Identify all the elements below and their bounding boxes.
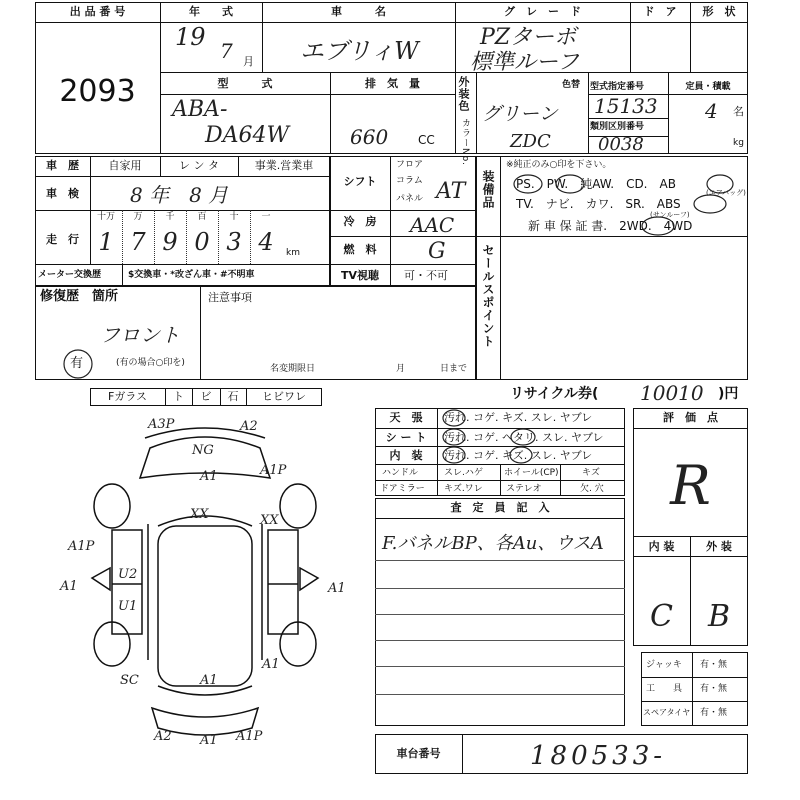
name-change-month: 月	[396, 364, 406, 374]
stereo-label: ステレオ	[506, 484, 542, 494]
damage-mark: A1	[262, 657, 280, 672]
name-change-label: 名変期限日	[270, 364, 316, 374]
handle-label: ハンドル	[382, 468, 419, 478]
circle-mark	[510, 447, 532, 463]
mileage-digit: 0	[194, 228, 210, 256]
exterior-score-value: B	[707, 599, 731, 634]
repair-value: フロント	[100, 323, 180, 347]
grade-line1: PZターボ	[480, 25, 577, 50]
damage-mark: A1	[328, 581, 346, 596]
damage-mark: A1	[200, 469, 218, 484]
circle-mark	[443, 410, 465, 426]
tools-option: 有・無	[700, 684, 728, 694]
displacement-value: 660	[350, 125, 389, 149]
meter-flags: $交換車・*改ざん車・#不明車	[128, 270, 255, 280]
digit-label: 一	[261, 212, 271, 222]
equipment-line1: PS. PW. 純AW. CD. AB	[516, 177, 676, 191]
equipment-circles	[476, 156, 748, 236]
capacity-label: 定員・積載	[685, 82, 731, 92]
interior-circles	[437, 408, 625, 468]
mirror-left	[92, 568, 110, 590]
interior-row-label: シ ー ト	[385, 431, 427, 444]
glass-opt-1: ト	[173, 390, 184, 403]
shift-column: コラム	[396, 176, 423, 186]
glass-opt-2: ビ	[200, 390, 212, 403]
digit-label: 十万	[96, 212, 115, 222]
model-line1: ABA-	[172, 97, 228, 122]
damage-mark: A1P	[260, 463, 287, 478]
circle-mark	[443, 447, 465, 463]
spare-option: 有・無	[700, 708, 728, 718]
equipment-note: ※純正のみ○印を下さい。	[506, 160, 612, 170]
interior-row-label: 内 装	[389, 449, 423, 462]
circle-mark	[556, 175, 584, 193]
inspector-comment: F.バネルBP、各Au、ウスA	[382, 533, 604, 554]
inspector-label: 査 定 員 記 入	[450, 501, 550, 514]
grade-label: グ レ ー ド	[504, 5, 581, 18]
damage-mark: A3P	[148, 417, 175, 432]
sr-note: (サンルーフ)	[650, 211, 690, 219]
mileage-digit: 9	[162, 228, 178, 256]
tv-label: TV視聴	[340, 269, 380, 282]
type-spec-value: 15133	[594, 94, 658, 118]
score-label: 評 価 点	[663, 411, 718, 424]
fuel-label: 燃 料	[343, 243, 377, 256]
score-value: R	[670, 454, 711, 517]
shift-panel: パネル	[396, 194, 424, 204]
color-code: ZDC	[510, 131, 551, 152]
damage-mark: A2	[154, 729, 172, 744]
shift-floor: フロア	[396, 160, 424, 170]
type-spec-label: 型式指定番号	[590, 82, 645, 92]
glass-label: Fガラス	[108, 390, 147, 403]
circle-mark	[514, 175, 542, 193]
damage-mark: A1	[200, 673, 218, 688]
digit-label: 千	[165, 212, 175, 222]
glass-opt-3: 石	[227, 390, 239, 403]
wheel-front-right	[280, 484, 316, 528]
month-unit: 月	[243, 55, 254, 68]
ac-value: AAC	[410, 213, 455, 237]
interior-row-options: 汚れ. コゲ. キズ. スレ. ヤブレ	[444, 411, 593, 424]
rental-label: レ ン タ	[179, 159, 219, 172]
repair-has-label: 有	[70, 356, 84, 371]
lot-no-label: 出 品 番 号	[69, 5, 126, 18]
car-roof	[158, 526, 252, 686]
meter-label: メーター交換歴	[38, 270, 102, 280]
digit-label: 百	[197, 212, 207, 222]
year-label: 年 式	[189, 5, 233, 18]
shape-label: 形 状	[702, 5, 736, 18]
repair-has-circle	[60, 346, 96, 382]
tv-options: 可・不可	[404, 269, 448, 282]
interior-score-label: 内 装	[648, 540, 675, 553]
mileage-digit: 3	[226, 228, 242, 256]
recycle-unit: )円	[718, 386, 739, 402]
repair-title: 修復歴 箇所	[40, 289, 119, 304]
inspection-value: 8 年 8 月	[130, 183, 229, 207]
damage-mark-layer	[59, 417, 346, 748]
capacity-unit: 名	[733, 105, 744, 118]
damage-mark: A2	[240, 419, 258, 434]
private-label: 自家用	[108, 159, 142, 172]
class-label: 類別区別番号	[590, 122, 645, 132]
interior-row-options: 汚れ. コゲ. キズ. スレ. ヤブレ	[444, 449, 593, 462]
mileage-digit: 4	[258, 228, 274, 256]
digit-label: 万	[133, 212, 143, 222]
handle-opts: スレ.ハゲ	[444, 468, 483, 478]
exterior-label: 外装色	[457, 76, 470, 112]
repaint-label: 色替	[562, 80, 581, 90]
mileage-digit: 7	[130, 228, 146, 256]
ac-label: 冷 房	[343, 215, 377, 228]
damage-mark: A1	[60, 579, 78, 594]
history-label: 車 歴	[46, 159, 79, 172]
wheel-label: ホイール(CP)	[504, 468, 559, 478]
recycle-value: 10010	[640, 381, 704, 405]
color-value: グリーン	[482, 103, 558, 125]
name-change-day: 日まで	[440, 364, 468, 374]
ab-note: (エアバッグ)	[706, 189, 746, 197]
displacement-label: 排 気 量	[365, 77, 420, 90]
mileage-digits	[90, 210, 282, 264]
equipment-line2: TV. ナビ. カワ. SR. ABS	[516, 197, 681, 211]
business-label: 事業.営業車	[254, 159, 314, 172]
mileage-digit: 1	[98, 228, 114, 256]
model-line2: DA64W	[205, 123, 290, 148]
equipment-label: 装備品	[481, 170, 495, 209]
shift-label: シフト	[343, 175, 377, 188]
doors-label: ド ア	[643, 5, 677, 18]
car-left-door	[112, 530, 142, 634]
model-label: 型 式	[217, 77, 273, 90]
glass-opt-4: ヒビワレ	[262, 390, 306, 403]
interior-score-value: C	[650, 599, 673, 634]
jack-label: ジャッキ	[646, 660, 682, 670]
inspection-label: 車 検	[46, 187, 79, 200]
mileage-label: 走 行	[46, 233, 79, 246]
displacement-unit: CC	[418, 133, 435, 147]
car-name-value: エブリィW	[300, 37, 419, 65]
recycle-label: リサイクル券(	[510, 386, 599, 402]
digit-label: 十	[229, 212, 239, 222]
circle-mark	[707, 175, 733, 193]
repair-has-note: (有の場合○印を)	[116, 358, 185, 368]
month-value: 7	[220, 39, 233, 63]
damage-mark: XX	[190, 507, 209, 522]
color-label-small: カラーNo.	[460, 118, 470, 166]
capacity-value: 4	[705, 99, 718, 123]
shift-value: AT	[436, 179, 466, 204]
damage-mark: U2	[118, 567, 138, 582]
chassis-label: 車台番号	[396, 747, 441, 760]
tools-label: 工 具	[646, 684, 683, 694]
wheel-front-left	[94, 484, 130, 528]
stereo-opts: 欠. 穴	[580, 484, 604, 494]
car-name-label: 車 名	[331, 5, 386, 18]
damage-mark: U1	[118, 599, 138, 614]
circle-mark	[642, 217, 674, 235]
mirror-label: ドアミラー	[380, 484, 425, 494]
damage-mark: XX	[260, 513, 279, 528]
damage-mark: A1P	[68, 539, 95, 554]
fuel-value: G	[428, 239, 446, 264]
jack-option: 有・無	[700, 660, 728, 670]
mirror-opts: キズ.ワレ	[444, 484, 483, 494]
year-value: 19	[175, 23, 206, 51]
class-value: 0038	[598, 134, 644, 155]
damage-mark: SC	[120, 673, 139, 688]
chassis-value: 180533-	[530, 741, 667, 771]
lot-no-value: 2093	[59, 74, 136, 109]
circle-mark	[443, 429, 465, 445]
circle-mark	[511, 429, 535, 445]
repair-note-label: 注意事項	[208, 291, 252, 304]
damage-mark: A1P	[236, 729, 263, 744]
car-right-door	[268, 530, 298, 634]
circle-mark	[64, 350, 92, 378]
damage-mark: A1	[200, 733, 218, 748]
interior-row-label: 天 張	[389, 411, 423, 424]
car-diagram	[40, 408, 370, 748]
grade-line2: 標準ルーフ	[470, 50, 579, 75]
interior-row-options: 汚れ. コゲ. ヘタリ. スレ. ヤブレ	[444, 431, 604, 444]
spare-label: スペアタイヤ	[643, 708, 691, 717]
kg-unit: kg	[733, 138, 744, 148]
damage-mark: NG	[192, 443, 214, 458]
equipment-line3: 新 車 保 証 書. 2WD. 4WD	[528, 219, 693, 233]
wheel-opts: キズ	[582, 468, 600, 478]
mirror-right	[300, 568, 318, 590]
exterior-score-label: 外 装	[706, 540, 732, 553]
circle-mark	[694, 195, 726, 213]
sales-point-label: セールスポイント	[481, 244, 495, 348]
km-unit: km	[286, 248, 300, 258]
